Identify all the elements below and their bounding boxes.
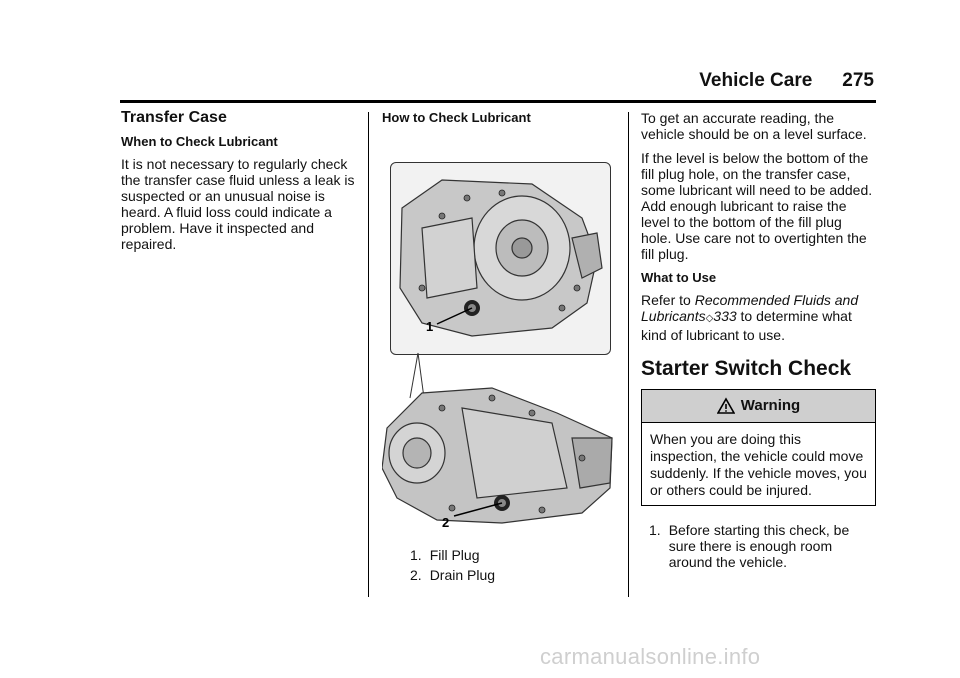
column-divider <box>628 112 629 597</box>
step-text: Before starting this check, be sure there is enough room around the vehicle. <box>668 522 850 570</box>
section-name: Vehicle Care <box>699 70 813 91</box>
legend-number: 2. <box>410 567 422 583</box>
watermark: carmanualsonline.info <box>540 644 761 669</box>
page-ref[interactable]: 333 <box>713 308 737 324</box>
page-number: 275 <box>842 70 874 91</box>
warning-box <box>641 389 876 506</box>
legend-label: Drain Plug <box>429 567 496 583</box>
step-item <box>649 522 876 570</box>
step-list <box>641 522 876 570</box>
legend-label: Fill Plug <box>429 547 480 563</box>
page-ref-arrow-icon: ◇ <box>705 313 714 324</box>
header-rule <box>120 100 876 103</box>
legend-item <box>410 567 614 583</box>
column-right <box>641 110 876 570</box>
warning-text: When you are doing this inspection, the vehicle could move suddenly. If the vehicle moves, you or others could be injured. <box>650 431 867 498</box>
step-number: 1. <box>649 522 661 538</box>
callout-2: 2 <box>442 515 450 530</box>
body-paragraph: To get an accurate reading, the vehicle should be on a level surface. <box>641 110 867 142</box>
transfer-case-illustration <box>382 138 614 533</box>
legend-number: 1. <box>410 547 422 563</box>
legend-item <box>410 547 614 563</box>
column-divider <box>368 112 369 597</box>
reference-paragraph <box>641 292 876 343</box>
callout-1: 1 <box>426 319 434 334</box>
subsection-title: When to Check Lubricant <box>121 134 278 149</box>
column-middle <box>382 110 614 587</box>
illustration-legend <box>382 547 614 583</box>
warning-header <box>642 390 875 423</box>
page-header <box>699 70 874 92</box>
warning-label: Warning <box>740 397 801 414</box>
ref-prefix: Refer to <box>641 292 695 308</box>
body-paragraph: If the level is below the bottom of the fill plug hole, on the transfer case, some lubricant will need to be added. Add enough lubricant to raise the level to the bottom of the fill plug hole. Use care not to overtighten the fill plug. <box>641 150 873 262</box>
subsection-title: What to Use <box>641 270 717 285</box>
warning-triangle-icon <box>717 397 735 415</box>
cross-reference-link[interactable]: Recommended Fluids and Lubricants <box>641 292 859 324</box>
body-paragraph: It is not necessary to regularly check the transfer case fluid unless a leak is suspected or an unusual noise is heard. A fluid loss could indicate a problem. Have it inspected and repaired. <box>121 156 355 252</box>
ref-suffix: to determine what kind of lubricant to use. <box>641 308 852 343</box>
column-left <box>121 110 356 260</box>
transfer-case-drawing <box>382 138 614 533</box>
subsection-title: How to Check Lubricant <box>382 110 531 125</box>
section-title: Starter Switch Check <box>641 357 852 380</box>
section-title: Transfer Case <box>121 109 227 126</box>
